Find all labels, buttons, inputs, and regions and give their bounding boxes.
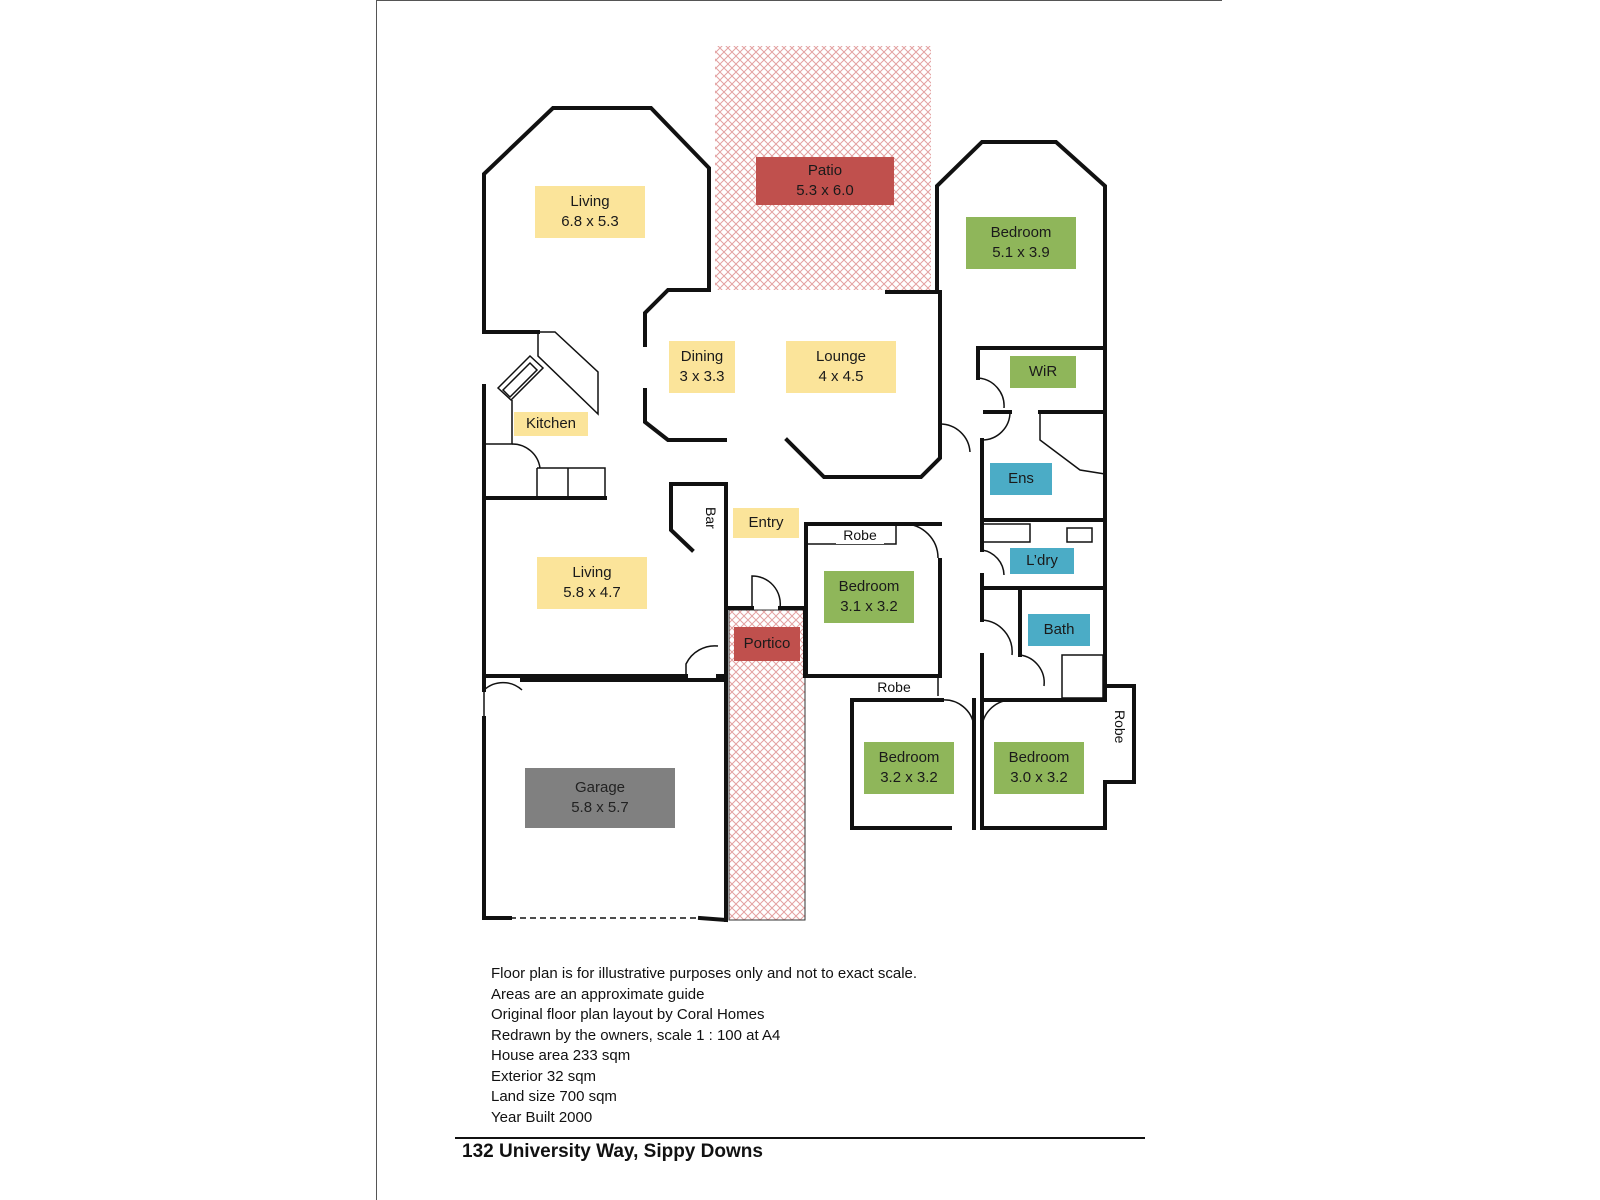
kitchen-sink [498, 356, 543, 400]
note-line: Floor plan is for illustrative purposes only and not to exact scale. [491, 965, 918, 982]
kitchen-bench [538, 332, 598, 414]
bedroom-2-size: 3.1 x 3.2 [840, 598, 898, 615]
kitchen-cupboards [537, 468, 605, 498]
wir-label [1010, 356, 1076, 388]
ens-label [990, 463, 1052, 495]
living-mid-name: Living [572, 564, 612, 581]
door-living-mid [686, 646, 718, 676]
wall-dining-left [645, 390, 725, 440]
robe-1-label: Robe [836, 526, 884, 544]
dining-name: Dining [680, 348, 724, 365]
note-line: Land size 700 sqm [491, 1088, 617, 1105]
door-master [940, 424, 970, 452]
kitchen-counter [484, 400, 512, 444]
bath-name: Bath [1043, 621, 1075, 638]
door-wir [978, 378, 1004, 408]
bedroom-4-size: 3.0 x 3.2 [1010, 769, 1068, 786]
note-line: Year Built 2000 [491, 1108, 593, 1126]
portico-name: Portico [743, 635, 791, 652]
note-line: Areas are an approximate guide [491, 985, 705, 1003]
garage-name: Garage [574, 779, 626, 796]
laundry-tub [982, 524, 1030, 542]
bar-label: Bar [703, 507, 719, 529]
living-top-size: 6.8 x 5.3 [561, 213, 619, 230]
laundry-name: L’dry [1026, 552, 1058, 569]
door-bed2 [904, 524, 938, 558]
bedroom-2-label [824, 571, 914, 623]
note-line: Redrawn by the owners, scale 1 : 100 at A4 [491, 1026, 781, 1044]
door-bed3 [942, 700, 974, 726]
bath-label [1028, 614, 1090, 646]
wall-garage-left [484, 718, 510, 918]
bedroom-main-name: Bedroom [990, 224, 1052, 241]
lounge-name: Lounge [815, 348, 867, 365]
bedroom-main-label [966, 217, 1076, 269]
note-line: Original floor plan layout by Coral Homes [491, 1006, 765, 1023]
living-mid-label [537, 557, 647, 609]
lounge-size: 4 x 4.5 [818, 368, 864, 385]
robe-2-label: Robe [870, 678, 918, 696]
portico-label [734, 627, 800, 661]
patio-label [756, 157, 894, 205]
living-top-name: Living [570, 193, 610, 210]
door-kitchen [512, 444, 540, 468]
dining-label [669, 341, 735, 393]
laundry-label [1010, 548, 1074, 574]
lounge-label [786, 341, 896, 393]
kitchen-label [514, 412, 588, 436]
robe-3-label: Robe [1112, 710, 1128, 744]
plan-notes [491, 964, 917, 1128]
patio-size: 5.3 x 6.0 [796, 182, 854, 199]
kitchen-name: Kitchen [525, 415, 577, 432]
bath-tub [1062, 655, 1103, 698]
bedroom-3-name: Bedroom [878, 749, 940, 766]
garage-size: 5.8 x 5.7 [571, 799, 629, 816]
door-garage [484, 683, 522, 718]
note-line: Exterior 32 sqm [491, 1067, 597, 1085]
entry-label [733, 508, 799, 538]
wall-garage-right [700, 680, 726, 920]
living-mid-size: 5.8 x 4.7 [563, 584, 621, 601]
bedroom-3-label [864, 742, 954, 794]
bedroom-4-name: Bedroom [1008, 749, 1070, 766]
door-bath [982, 620, 1012, 655]
address-divider [455, 1137, 1145, 1139]
bedroom-3-size: 3.2 x 3.2 [880, 769, 938, 786]
note-line: House area 233 sqm [491, 1047, 631, 1064]
bedroom-2-name: Bedroom [838, 578, 900, 595]
patio-name: Patio [807, 162, 843, 179]
ens-name: Ens [1008, 470, 1034, 487]
garage-label [525, 768, 675, 828]
door-ens [982, 412, 1010, 440]
door-bath-2 [1020, 655, 1044, 686]
property-address: 132 University Way, Sippy Downs [462, 1141, 763, 1162]
bedroom-4-label [994, 742, 1084, 794]
living-top-label [535, 186, 645, 238]
wir-name: WiR [1028, 363, 1058, 380]
door-laundry [982, 550, 1004, 575]
laundry-machine [1067, 528, 1092, 542]
door-bed4 [982, 700, 1012, 726]
dining-size: 3 x 3.3 [679, 368, 725, 385]
entry-name: Entry [748, 514, 784, 531]
wall-dining-top [645, 290, 709, 345]
bedroom-main-size: 5.1 x 3.9 [992, 244, 1050, 261]
door-entry [752, 576, 780, 608]
